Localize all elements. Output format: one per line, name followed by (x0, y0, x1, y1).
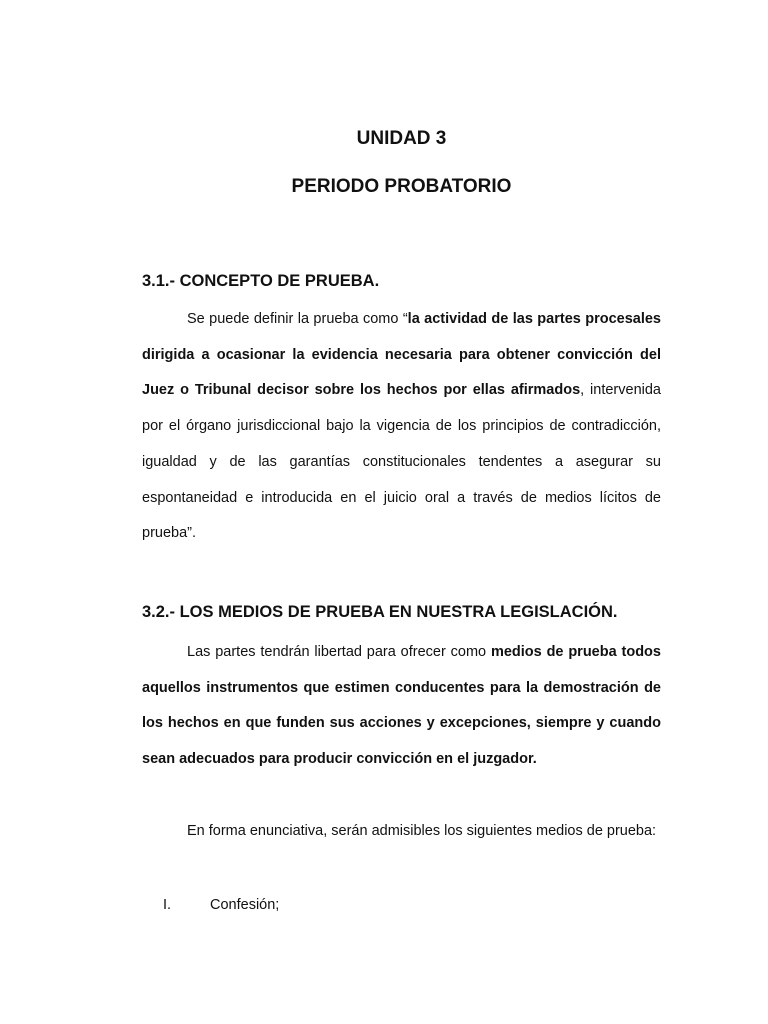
paragraph-text: , intervenida por el órgano jurisdiccional bajo la vigencia de los principios de contradicción, igualdad y de las garantías constitucionales tendentes a asegurar su espontaneidad e introducida en el juicio oral a través de medios lícitos de prueba”. (142, 382, 661, 542)
paragraph-bold-text: medios de prueba todos aquellos instrumentos que estimen conducentes para la demostración de los hechos en que funden sus acciones y excepciones, siempre y cuando sean adecuados para producir convicción en el juzgador. (142, 644, 661, 768)
list-marker: I. (163, 897, 172, 913)
list-item (163, 890, 279, 920)
paragraph-text: Las partes tendrán libertad para ofrecer como (187, 644, 491, 660)
paragraph-enunciativa: En forma enunciativa, serán admisibles los siguientes medios de prueba: (187, 823, 657, 839)
paragraph-bold-text: la actividad de las partes procesales dirigida a ocasionar la evidencia necesaria para obtener convicción del Juez o Tribunal decisor sobre los hechos por ellas afirmados (142, 311, 661, 399)
unit-title: UNIDAD 3 (356, 128, 447, 149)
section-heading-concepto: 3.1.- CONCEPTO DE PRUEBA. (142, 272, 380, 290)
chapter-title: PERIODO PROBATORIO (291, 176, 512, 197)
paragraph-libertad (142, 635, 661, 778)
section-heading-medios: 3.2.- LOS MEDIOS DE PRUEBA EN NUESTRA LEGISLACIÓN. (142, 603, 618, 621)
list-item-text: Confesión; (210, 897, 280, 913)
paragraph-text: Se puede definir la prueba como “ (187, 311, 408, 327)
paragraph-definicion (142, 302, 661, 552)
